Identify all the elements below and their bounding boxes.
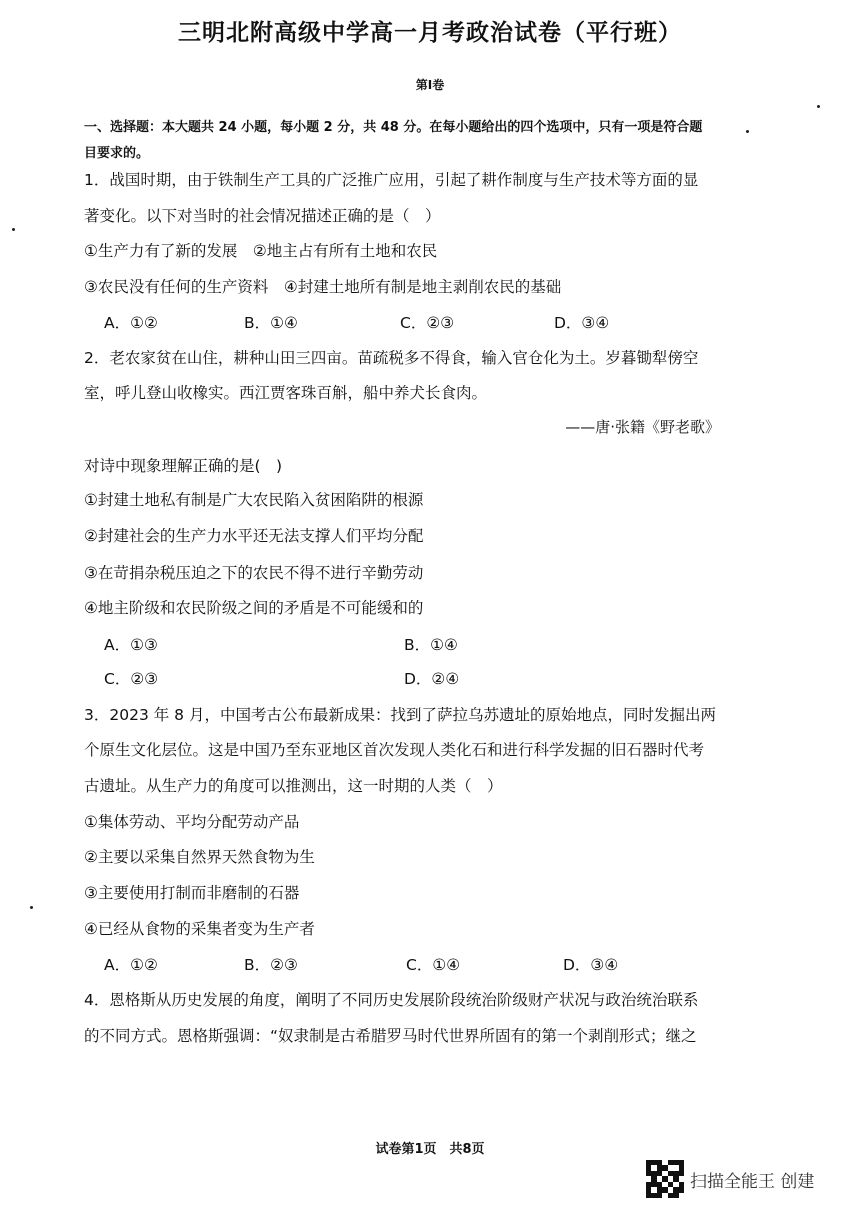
scan-speck [12, 228, 15, 231]
q4-stem-line1: 4．恩格斯从历史发展的角度，阐明了不同历史发展阶段统治阶级财产状况与政治统治联系 [84, 991, 699, 1009]
watermark-text: 扫描全能王 创建 [690, 1171, 815, 1192]
q2-option-a: A．①③ [104, 636, 158, 654]
q1-item-1: ①生产力有了新的发展 ②地主占有所有土地和农民 [84, 242, 438, 260]
scanner-watermark [646, 1160, 814, 1198]
q2-option-c: C．②③ [104, 670, 159, 688]
q2-stem-line2: 室，呼儿登山收橡实。西江贾客珠百斛，船中养犬长食肉。 [84, 384, 488, 402]
q3-item-4: ④已经从食物的采集者变为生产者 [84, 920, 315, 938]
q3-item-1: ①集体劳动、平均分配劳动产品 [84, 813, 300, 831]
q3-stem-line3: 古遗址。从生产力的角度可以推测出，这一时期的人类（ ） [84, 777, 503, 795]
q1-option-c: C．②③ [400, 314, 455, 332]
q2-source: ——唐·张籍《野老歌》 [565, 418, 720, 436]
scan-speck [746, 130, 749, 133]
q2-option-d: D．②④ [404, 670, 460, 688]
scan-speck [817, 105, 820, 108]
q3-option-a: A．①② [104, 956, 158, 974]
q2-item-4: ④地主阶级和农民阶级之间的矛盾是不可能缓和的 [84, 599, 424, 617]
q1-option-b: B．①④ [244, 314, 298, 332]
volume-label: 第Ⅰ卷 [415, 78, 445, 92]
q4-stem-line2: 的不同方式。恩格斯强调：“奴隶制是古希腊罗马时代世界所固有的第一个剥削形式；继之 [84, 1027, 697, 1045]
q2-item-3: ③在苛捐杂税压迫之下的农民不得不进行辛勤劳动 [84, 564, 424, 582]
section-instruction-line1: 一、选择题：本大题共 24 小题，每小题 2 分，共 48 分。在每小题给出的四个选项中，只有一项是符合题 [84, 120, 703, 135]
q2-option-b: B．①④ [404, 636, 458, 654]
q2-question: 对诗中现象理解正确的是( ) [84, 457, 283, 475]
q1-item-2: ③农民没有任何的生产资料 ④封建土地所有制是地主剥削农民的基础 [84, 278, 562, 296]
q1-option-d: D．③④ [554, 314, 610, 332]
section-instruction-line2: 目要求的。 [84, 146, 150, 161]
q1-stem-line2: 著变化。以下对当时的社会情况描述正确的是（ ） [84, 207, 441, 225]
q3-option-d: D．③④ [563, 956, 619, 974]
q3-stem-line1: 3．2023 年 8 月，中国考古公布最新成果：找到了萨拉乌苏遗址的原始地点，同时发掘出两 [84, 706, 716, 724]
exam-title: 三明北附高级中学高一月考政治试卷（平行班） [178, 19, 682, 46]
q3-item-2: ②主要以采集自然界天然食物为生 [84, 848, 315, 866]
scan-speck [30, 906, 33, 909]
q3-option-b: B．②③ [244, 956, 298, 974]
q2-item-2: ②封建社会的生产力水平还无法支撑人们平均分配 [84, 527, 424, 545]
q3-option-c: C．①④ [406, 956, 461, 974]
q2-item-1: ①封建土地私有制是广大农民陷入贫困陷阱的根源 [84, 491, 424, 509]
q1-option-a: A．①② [104, 314, 158, 332]
q2-stem-line1: 2．老农家贫在山住，耕种山田三四亩。苗疏税多不得食，输入官仓化为土。岁暮锄犁傍空 [84, 349, 699, 367]
q3-item-3: ③主要使用打制而非磨制的石器 [84, 884, 300, 902]
page-footer: 试卷第1页 共8页 [375, 1142, 485, 1157]
q3-stem-line2: 个原生文化层位。这是中国乃至东亚地区首次发现人类化石和进行科学发掘的旧石器时代考 [84, 741, 705, 759]
qr-code-icon [646, 1160, 684, 1198]
q1-stem-line1: 1．战国时期，由于铁制生产工具的广泛推广应用，引起了耕作制度与生产技术等方面的显 [84, 171, 699, 189]
